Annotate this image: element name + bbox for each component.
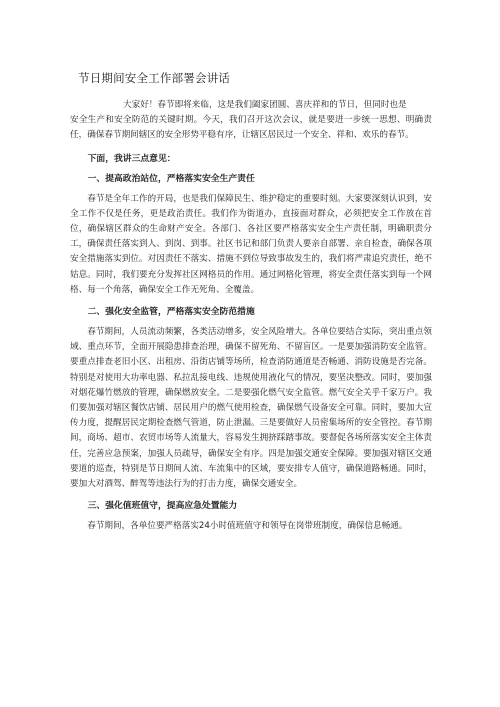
- document-body: [70, 98, 432, 534]
- document-title: 节日期间安全工作部署会讲话: [78, 71, 231, 85]
- section-heading-2: 二、强化安全监管，严格落实安全防范措施: [87, 307, 255, 318]
- intro-paragraph-rest: 安全生产和安全防范的关键时期。今天，我们召开这次会议，就是要进一步统一思想、明确责任，确保春节期间辖区的安全形势平稳有序，让辖区居民过一个安全、祥和、欢乐的春节。: [70, 115, 432, 141]
- section-heading-3: 三、强化值班值守，提高应急处置能力: [87, 501, 238, 512]
- section-paragraph-2: 春节期间，人员流动频繁，各类活动增多，安全风险增大。各单位要结合实际，突出重点领域、重点环节，全面开展隐患排查治理，确保不留死角、不留盲区。一是要加强消防安全监管。要重点排查老旧小区、出租房、沿街店铺等场所，检查消防通道是否畅通、消防设施是否完备。特别是对使用大功率电器、私拉乱接电线、违规使用液化气的情况，要坚决整改。同时，要加强对烟花爆竹燃放的管理，确保燃放安全。二是要强化燃气安全监管。燃气安全关乎千家万户。我们要加强对辖区餐饮店铺、居民用户的燃气使用检查，确保燃气设备安全可靠。同时，要加大宣传力度，提醒居民定期检查燃气管道，防止泄漏。三是要做好人员密集场所的安全管控。春节期间，商场、超市、农贸市场等人流量大，容易发生拥挤踩踏事故。要督促各场所落实安全主体责任，完善应急预案，加强人员疏导，确保安全有序。四是加强交通安全保障。要加强对辖区交通要道的巡查，特别是节日期间人流、车流集中的区域，要安排专人值守，确保道路畅通。同时，要加大对酒驾、醉驾等违法行为的打击力度，确保交通安全。: [70, 327, 432, 490]
- section-heading-1: 一、提高政治站位，严格落实安全生产责任: [87, 173, 255, 184]
- section-paragraph-1: 春节是全年工作的开局，也是我们保障民生、维护稳定的重要时刻。大家要深刻认识到，安全工作不仅是任务，更是政治责任。我们作为街道办，直接面对群众，必须把安全工作放在首位，确保辖区群众的生命财产安全。各部门、各社区要严格落实安全生产责任制，明确职责分工，确保责任落实到人、到岗、到事。社区书记和部门负责人要亲自部署、亲自检查，确保各项安全措施落实到位。对因责任不落实、措施不到位导致事故发生的，我们将严肃追究责任，绝不姑息。同时，我们要充分发挥社区网格员的作用。通过网格化管理，将安全责任落实到每一个网格、每一个角落，确保安全工作无死角、全覆盖。: [70, 193, 432, 295]
- section-paragraph-3: 春节期间，各单位要严格落实24小时值班值守和领导在岗带班制度，确保信息畅通。: [87, 521, 408, 532]
- lead-line: 下面，我讲三点意见：: [87, 153, 176, 164]
- intro-paragraph-first-line: 大家好！春节即将来临，这是我们阖家团圆、喜庆祥和的节日，但同时也是: [123, 100, 407, 110]
